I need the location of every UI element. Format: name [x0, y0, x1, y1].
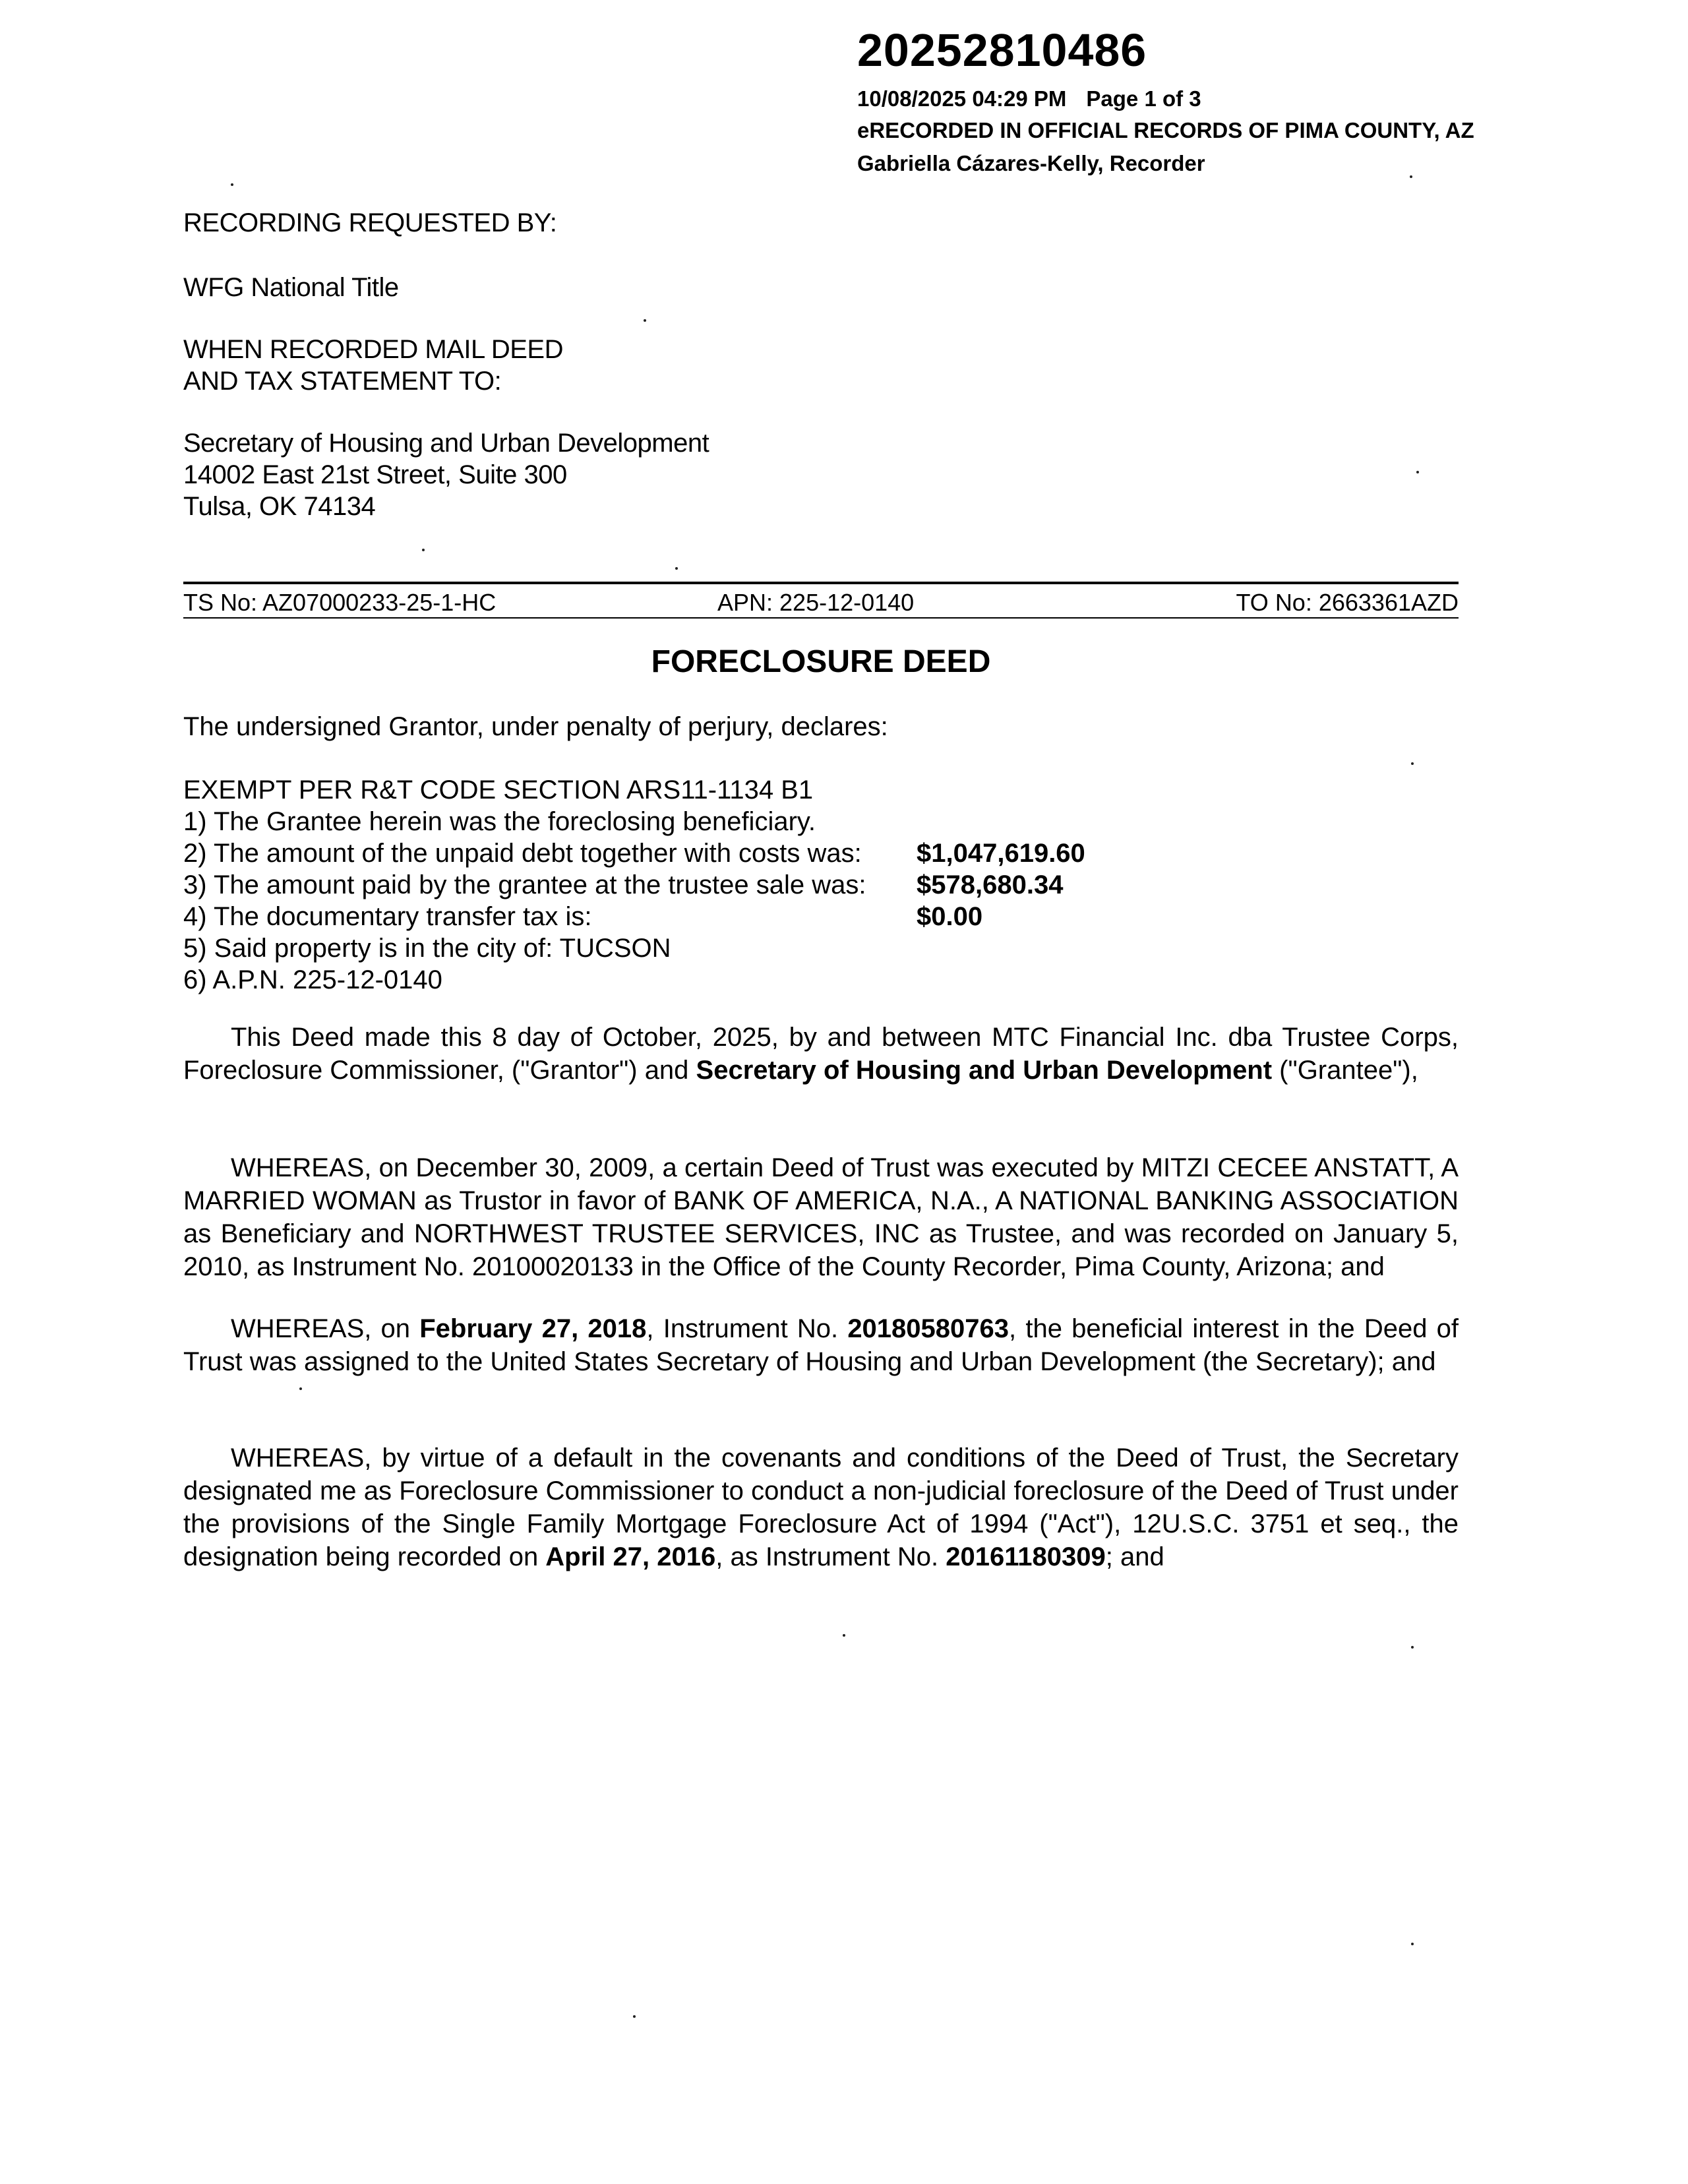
para-text: , as Instrument No.: [715, 1542, 946, 1571]
grantee-name: Secretary of Housing and Urban Development: [696, 1056, 1273, 1085]
mail-to-name: Secretary of Housing and Urban Development: [183, 429, 709, 458]
scan-speck: [1410, 175, 1412, 178]
item-text: 2) The amount of the unpaid debt together with costs was:: [183, 839, 862, 868]
assignment-date: February 27, 2018: [419, 1314, 647, 1343]
to-number: TO No: 2663361AZD: [1236, 589, 1459, 616]
mail-to-label-line2: AND TAX STATEMENT TO:: [183, 367, 502, 396]
item-text: 6) A.P.N. 225-12-0140: [183, 965, 442, 994]
ts-number: TS No: AZ07000233-25-1-HC: [183, 589, 497, 616]
mail-to-address: [183, 427, 709, 522]
mail-to-street: 14002 East 21st Street, Suite 300: [183, 460, 567, 489]
declaration-item: [183, 806, 866, 837]
recording-requested-label: RECORDING REQUESTED BY:: [183, 208, 557, 237]
apn-number: APN: 225-12-0140: [717, 589, 915, 616]
scan-speck: [1411, 1943, 1414, 1945]
scan-speck: [675, 567, 678, 570]
whereas-assignment-paragraph: [183, 1312, 1459, 1378]
amount-paid: $578,680.34: [917, 870, 1064, 899]
para-text: ("Grantee"),: [1272, 1056, 1418, 1085]
scan-speck: [299, 1387, 302, 1390]
mail-to-label-line1: WHEN RECORDED MAIL DEED: [183, 335, 563, 364]
designation-date: April 27, 2016: [545, 1542, 716, 1571]
whereas-designation-paragraph: [183, 1441, 1459, 1573]
scan-speck: [422, 549, 425, 551]
declaration-item: [183, 869, 1064, 901]
scan-speck: [644, 319, 646, 322]
transfer-tax-amount: $0.00: [917, 902, 983, 931]
declaration-item: [183, 932, 866, 964]
mail-to-label: [183, 334, 563, 397]
scan-speck: [231, 183, 233, 186]
scan-speck: [1411, 1646, 1414, 1649]
exempt-line: EXEMPT PER R&T CODE SECTION ARS11-1134 B1: [183, 775, 814, 804]
declaration-item: [183, 964, 866, 996]
document-title: FORECLOSURE DEED: [651, 644, 991, 679]
reference-underline: [183, 617, 1459, 619]
para-text: , the beneficial interest in the Deed of Trust was assigned to the United States Secretary of Housing and Urban Development (the Secretary); and: [183, 1314, 1459, 1376]
mail-to-city: Tulsa, OK 74134: [183, 492, 376, 521]
reference-row: [183, 588, 1459, 617]
para-text: , Instrument No.: [646, 1314, 848, 1343]
scan-speck: [633, 2015, 636, 2018]
top-rule: [183, 582, 1459, 584]
designation-instrument-number: 20161180309: [946, 1542, 1106, 1571]
recorder-name: Gabriella Cázares-Kelly, Recorder: [857, 151, 1205, 175]
recording-office: eRECORDED IN OFFICIAL RECORDS OF PIMA COUNTY, AZ: [857, 118, 1474, 142]
item-text: 5) Said property is in the city of: TUCSON: [183, 934, 671, 963]
para-text: WHEREAS, by virtue of a default in the covenants and conditions of the Deed of Trust, the Secretary designated me as Foreclosure Commissioner to conduct a non-judicial foreclosure of the Deed of Trust under the provisions of the Single Family Mortgage Foreclosure Act of 1994 ("Act"), 12U.S.C. 3751 et seq., the designation being recorded on: [183, 1443, 1459, 1571]
recording-datetime-line: [857, 86, 1201, 112]
recording-datetime: 10/08/2025 04:29 PM: [857, 86, 1067, 111]
declaration-items: [183, 774, 1085, 996]
para-text: This Deed made this 8 day of October, 2025, by and between MTC Financial Inc. dba Trustee Corps, Foreclosure Commissioner, ("Grantor") and: [183, 1023, 1459, 1085]
item-text: 4) The documentary transfer tax is:: [183, 902, 592, 931]
unpaid-debt-amount: $1,047,619.60: [917, 839, 1085, 868]
declaration-statement: The undersigned Grantor, under penalty of perjury, declares:: [183, 712, 888, 741]
whereas-deed-of-trust-paragraph: WHEREAS, on December 30, 2009, a certain Deed of Trust was executed by MITZI CECEE ANSTATT, A MARRIED WOMAN as Trustor in favor of BANK OF AMERICA, N.A., A NATIONAL BANKING ASSOCIATION as Beneficiary and NORTHWEST TRUSTEE SERVICES, INC as Trustee, and was recorded on January 5, 2010, as Instrument No. 20100020133 in the Office of the County Recorder, Pima County, Arizona; and: [183, 1153, 1459, 1281]
declaration-item: [183, 901, 983, 932]
scan-speck: [843, 1634, 845, 1637]
item-text: 3) The amount paid by the grantee at the trustee sale was:: [183, 870, 866, 899]
para-text: ; and: [1105, 1542, 1164, 1571]
declaration-item: [183, 837, 1085, 869]
assignment-instrument-number: 20180580763: [847, 1314, 1010, 1343]
item-text: 1) The Grantee herein was the foreclosing beneficiary.: [183, 807, 816, 836]
deed-made-paragraph: [183, 1021, 1459, 1087]
page-info: Page 1 of 3: [1086, 86, 1201, 111]
document-number: 20252810486: [857, 24, 1147, 76]
para-text: WHEREAS, on: [231, 1314, 420, 1343]
scan-speck: [1416, 471, 1419, 473]
recording-requested-by: WFG National Title: [183, 273, 399, 302]
scan-speck: [1411, 762, 1414, 765]
